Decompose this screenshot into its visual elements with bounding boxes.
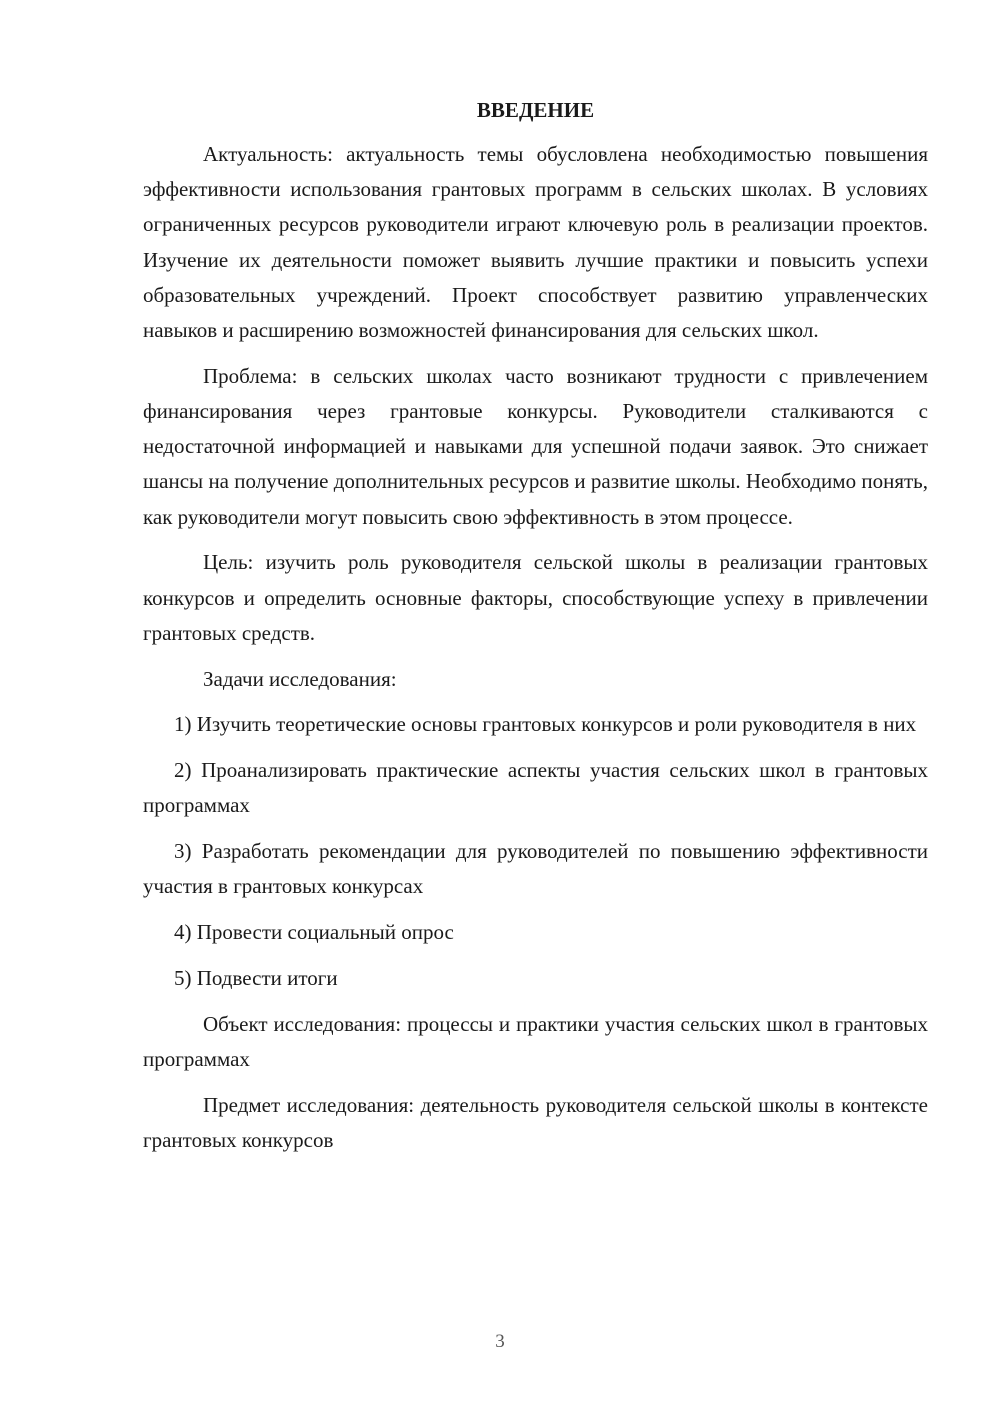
- task-item-3: 3) Разработать рекомендации для руководителей по повышению эффективности участия в грантовых конкурсах: [143, 839, 928, 899]
- paragraph-goal: Цель: изучить роль руководителя сельской школы в реализации грантовых конкурсов и определить основные факторы, способствующие успеху в привлечении грантовых средств.: [143, 550, 928, 645]
- task-item-4: 4) Провести социальный опрос: [174, 920, 454, 945]
- task-item-1: 1) Изучить теоретические основы грантовых конкурсов и роли руководителя в них: [174, 712, 917, 737]
- section-heading: ВВЕДЕНИЕ: [476, 98, 595, 122]
- page-number: 3: [495, 1331, 505, 1352]
- tasks-title: Задачи исследования:: [203, 666, 397, 691]
- task-item-5: 5) Подвести итоги: [174, 966, 338, 991]
- paragraph-object: Объект исследования: процессы и практики участия сельских школ в грантовых программах: [143, 1011, 928, 1072]
- paragraph-subject: Предмет исследования: деятельность руководителя сельской школы в контексте грантовых конкурсов: [143, 1092, 928, 1153]
- paragraph-problem: Проблема: в сельских школах часто возникают трудности с привлечением финансирования через грантовые конкурсы. Руководители сталкиваются с недостаточной информацией и навыками для успешной подачи заявок. Это снижает шансы на получение дополнительных ресурсов и развитие школы. Необходимо понять, как руководители могут повысить свою эффективность в этом процессе.: [143, 363, 928, 529]
- page-content: [143, 93, 928, 1169]
- tasks-list: [143, 707, 928, 996]
- paragraph-relevance: Актуальность: актуальность темы обусловлена необходимостью повышения эффективности использования грантовых программ в сельских школах. В условиях ограниченных ресурсов руководители играют ключевую роль в реализации проектов. Изучение их деятельности поможет выявить лучшие практики и повысить успехи образовательных учреждений. Проект способствует развитию управленческих навыков и расширению возможностей финансирования для сельских школ.: [143, 142, 928, 343]
- task-item-2: 2) Проанализировать практические аспекты участия сельских школ в грантовых программах: [143, 758, 928, 818]
